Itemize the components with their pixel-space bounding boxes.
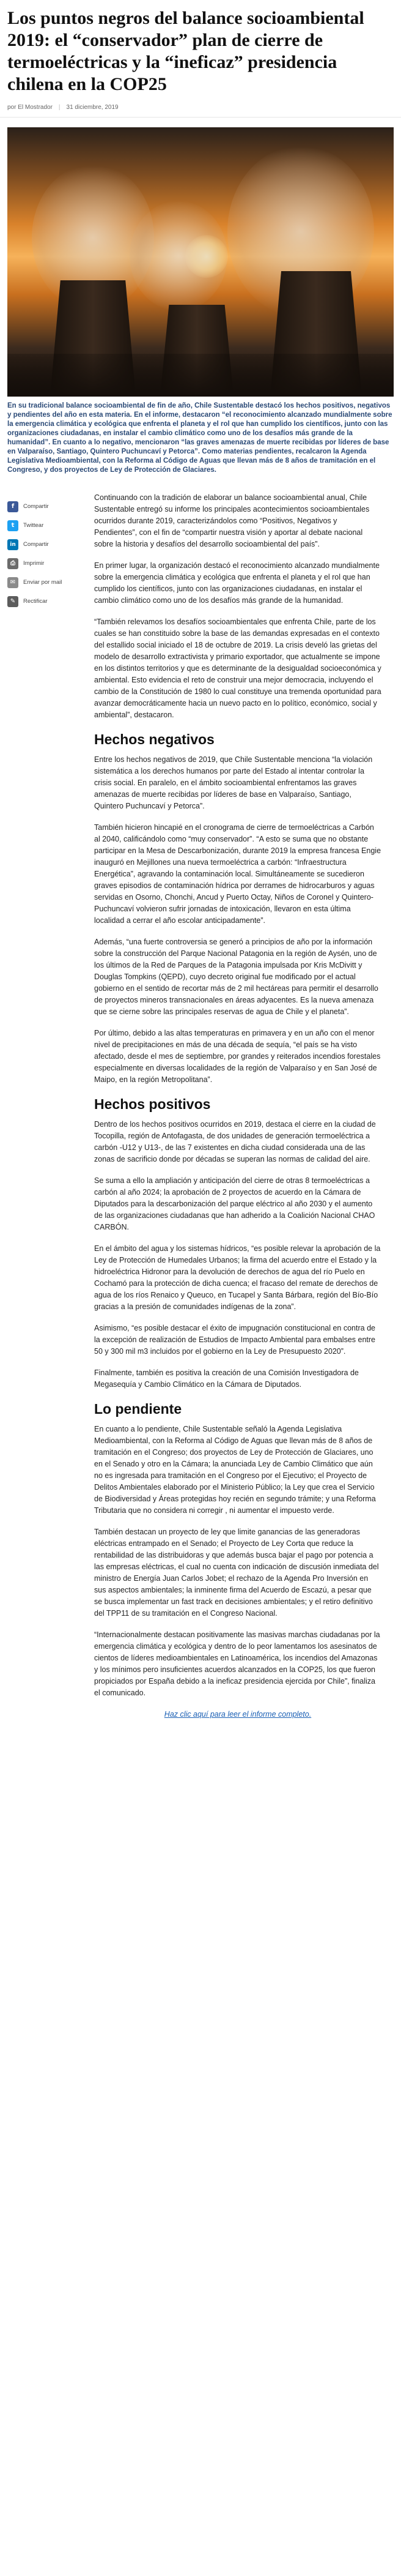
- paragraph: También destacan un proyecto de ley que limite ganancias de las generadoras eléctricas entrampado en el Senado; el Proyecto de Ley Corta que reduce la rentabilidad de las distribuidoras y que además busca bajar el pago por potencia a las empresas eléctricas, el cual no cuenta con indicación de discusión inmediata del ministro de Energía Juan Carlos Jobet; el rechazo de la Agenda Pro Inversión en sus aspectos ambientales; la inminente firma del Acuerdo de Escazú, a pesar que se busca implementar un fast track en decisiones ambientales; y el retiro definitivo del TPP11 de su tramitación en el Congreso Nacional.: [94, 1528, 379, 1618]
- rectify-button[interactable]: [7, 592, 81, 611]
- hero-image-power-plant: [7, 127, 394, 397]
- article-content: [0, 492, 401, 1733]
- share-label: Rectificar: [23, 598, 48, 605]
- share-bar: [7, 492, 81, 611]
- share-twitter-button[interactable]: [7, 516, 81, 535]
- paragraph: “Internacionalmente destacan positivamente las masivas marchas ciudadanas por la emergencia climática y ecológica y dentro de lo peor lamentamos los asesinatos de cientos de líderes medioambientales en Latinoamérica, los incendios del Amazonas y los mínimos pero insuficientes acuerdos alcanzados en la COP25, los que fueron propiciados por España debido a la ineficaz presidencia ejercida por Chile”, finaliza el comunicado.: [94, 1630, 380, 1697]
- print-button[interactable]: [7, 554, 81, 573]
- meta-separator: |: [58, 104, 61, 111]
- image-caption: En su tradicional balance socioambiental de fin de año, Chile Sustentable destacó los hechos positivos, negativos y pendientes del año en esta materia. En el informe, destacaron “el reconocimiento alcanzado mundialmente sobre la emergencia climática y ecológica que enfrenta el planeta y el rol que han cumplido los científicos, junto con las organizaciones ciudadanas, en instalar el cambio climático como uno de los desafíos más grande de la humanidad”. En cuanto a lo negativo, mencionaron “las graves amenazas de muerte recibidas por líderes de base en Valparaíso, Santiago, Quintero Puchuncaví y Petorca”. Como materias pendientes, recalcaron la Agenda Legislativa Medioambiental, con la Reforma al Código de Aguas que llevan más de 8 años de tramitación en el Congreso, y dos proyectos de Ley de Protección de Glaciares.: [7, 402, 392, 474]
- paragraph: También hicieron hincapié en el cronograma de cierre de termoeléctricas a Carbón al 2040, calificándolo como “muy conservador”. “A esto se suma que no obstante participar en la Mesa de Descarbonización, durante 2019 la empresa francesa Engie inauguró en Mejillones una nueva termoeléctrica a carbón: “Infraestructura Energética”, agravando la contaminación local. Simultáneamente se sucedieron graves episodios de contaminación hídrica por derrames de hidrocarburos y aguas servidas en Osorno, Chonchi, Ancud y Puerto Octay, Niños de Coronel y Quintero-Puchuncaví volvieron sufrir jornadas de intoxicación, llevaron en esta última localidad a cerrar el año escolar anticipadamente”.: [94, 823, 381, 925]
- full-report-link[interactable]: Haz clic aquí para leer el informe completo.: [164, 1710, 312, 1719]
- paragraph: Asimismo, “es posible destacar el éxito de impugnación constitucional en contra de la excepción de realización de Estudios de Impacto Ambiental para embalses entre 50 y 300 mil m3 incluidos por el gobierno en la Ley de Presupuesto 2020”.: [94, 1324, 375, 1356]
- share-label: Imprimir: [23, 560, 45, 567]
- author[interactable]: por El Mostrador: [7, 104, 53, 111]
- paragraph: En cuanto a lo pendiente, Chile Sustentable señaló la Agenda Legislativa Medioambiental, con la Reforma al Código de Aguas que llevan más de 8 años de tramitación en el Congreso; dos proyectos de Ley de Protección de Glaciares, uno en el Senado y otro en la Cámara; la anunciada Ley de Cambio Climático que aún no es ingresada para tramitación en el Congreso por el Ejecutivo; el Proyecto de Delitos Ambientales elaborado por el Ministerio Público; la Ley que crea el Servicio de Biodiversidad y Áreas protegidas hoy recién en segundo trámite; y una Reforma Tributaria que no considera ni corregir , ni aumentar el impuesto verde.: [94, 1425, 376, 1515]
- article-title: Los puntos negros del balance socioambiental 2019: el “conservador” plan de cierre de termoeléctricas y la “ineficaz” presidencia chilena en la COP25: [7, 8, 364, 94]
- article-meta: [0, 104, 401, 118]
- paragraph: Dentro de los hechos positivos ocurridos en 2019, destaca el cierre en la ciudad de Tocopilla, región de Antofagasta, de dos unidades de generación termoeléctrica a carbón -U12 y U13-, de las 7 existentes en dicha ciudad considerada una de las zonas de sacrificio donde por décadas se superan las normas de calidad del aire.: [94, 1120, 376, 1163]
- paragraph: Además, “una fuerte controversia se generó a principios de año por la información sobre la construcción del Parque Nacional Patagonia en la región de Aysén, uno de los últimos de la Red de Parques de la Patagonia impulsada por Kris McDivitt y Douglas Tompkins (QEPD), cuyo decreto original fue modificado por el actual gobierno en el sentido de recortar más de 2 mil hectáreas para permitir el desarrollo de proyectos mineros transnacionales en áreas adyacentes. Es la nueva amenaza que se cierne sobre las principales reservas de agua de Chile y el planeta”.: [94, 938, 378, 1016]
- print-icon: ⎙: [7, 558, 18, 569]
- share-label: Enviar por mail: [23, 579, 62, 586]
- linkedin-icon: in: [7, 539, 18, 550]
- share-label: Twittear: [23, 522, 44, 529]
- twitter-icon: t: [7, 520, 18, 531]
- share-linkedin-button[interactable]: [7, 535, 81, 554]
- mail-icon: ✉: [7, 577, 18, 588]
- paragraph: Se suma a ello la ampliación y anticipación del cierre de otras 8 termoeléctricas a carbón al año 2024; la aprobación de 2 proyectos de acuerdo en la Cámara de Diputados para la descarbonización del parque eléctrico al año 2030 y el aumento de las organizaciones ciudadanas que han adherido a la Coalición Nacional CHAO CARBÓN.: [94, 1176, 375, 1231]
- section-heading-positivos: Hechos positivos: [94, 1096, 211, 1112]
- facebook-icon: f: [7, 501, 18, 512]
- ground-silhouette: [7, 354, 394, 397]
- paragraph: Entre los hechos negativos de 2019, que Chile Sustentable menciona “la violación sistemática a los derechos humanos por parte del Estado al intentar controlar la crisis social. En paralelo, en el ámbito socioambiental enfrentamos las graves amenazas de muerte recibidas por líderes de base en Valparaíso, Santiago, Quintero Puchuncaví y Petorca”.: [94, 755, 373, 810]
- section-heading-negativos: Hechos negativos: [94, 731, 215, 747]
- report-link-wrapper: [94, 1709, 381, 1720]
- paragraph: Por último, debido a las altas temperaturas en primavera y en un año con el menor nivel de precipitaciones en más de una década de sequía, “el país se ha visto afectado, desde el mes de septiembre, por grandes y reiterados incendios forestales especialmente en diversas localidades de la región de Valparaíso y en San José de Maipo, en la región Metropolitana”.: [94, 1029, 381, 1084]
- paragraph: Finalmente, también es positiva la creación de una Comisión Investigadora de Megasequía y Cambio Climático en la Cámara de Diputados.: [94, 1368, 359, 1389]
- section-heading-pendiente: Lo pendiente: [94, 1401, 182, 1417]
- publish-date: 31 diciembre, 2019: [66, 104, 119, 111]
- email-button[interactable]: [7, 573, 81, 592]
- share-facebook-button[interactable]: [7, 497, 81, 516]
- paragraph: En primer lugar, la organización destacó el reconocimiento alcanzado mundialmente sobre la emergencia climática y ecológica que enfrenta el planeta y el rol que han cumplido los científicos, junto con las organizaciones ciudadanas, en instalar el cambio climático como uno de los desafíos más grande de la humanidad.: [94, 561, 380, 605]
- paragraph: “También relevamos los desafíos socioambientales que enfrenta Chile, parte de los cuales se han constituido sobre la base de las demandas expresadas en el contexto del estallido social iniciado el 18 de octubre de 2019. La crisis develó las grietas del modelo de desarrollo extractivista y primario exportador, que actualmente se impone en los distintos territorios y que es determinante de la desigualdad socioeconómica y ambiental. Esto evidencia el reto de construir una mejor democracia, incluyendo el cambio de la Constitución de 1980 lo cual constituye una tremenda oportunidad para avanzar democráticamente hacia un nuevo pacto en lo político, económico, social y ambiental”, destacaron.: [94, 618, 381, 719]
- edit-icon: ✎: [7, 596, 18, 607]
- article-body: [94, 492, 381, 1733]
- share-label: Compartir: [23, 541, 49, 548]
- paragraph: En el ámbito del agua y los sistemas hídricos, “es posible relevar la aprobación de la Ley de Protección de Humedales Urbanos; la firma del acuerdo entre el Estado y la hidroeléctrica Hidronor para la devolución de derechos de agua del río Puelo en Cochamó para la protección de dicha cuenca; el fracaso del remate de derechos de agua de los ríos Renaico y Queuco, en Tucapel y Santa Bárbara, región del Bío-Bío gracias a la presión de comunidades indígenas de la zona”.: [94, 1244, 381, 1311]
- paragraph: Continuando con la tradición de elaborar un balance socioambiental anual, Chile Sustentable entregó su informe los principales acontecimientos socioambientales ocurridos durante 2019, caracterizándolos como “Positivos, Negativos y Pendientes”, con el fin de “compartir nuestra visión y aportar al debate nacional sobre la historia y desafíos del desarrollo socioambiental del país”.: [94, 493, 370, 548]
- smoke-plume: [130, 201, 227, 311]
- share-label: Compartir: [23, 503, 49, 510]
